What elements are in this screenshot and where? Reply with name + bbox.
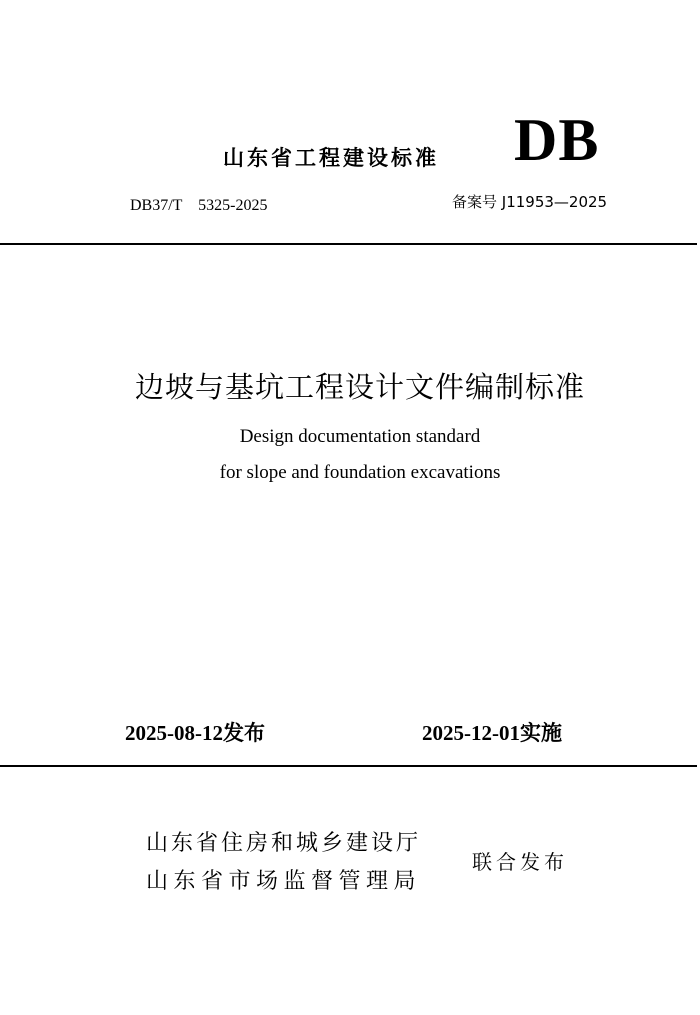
top-divider: [0, 243, 697, 245]
issuer-market-regulation-bureau: 山东省市场监督管理局: [146, 869, 422, 894]
implementation-date: 2025-12-01实施: [422, 721, 562, 745]
issue-date: 2025-08-12发布: [125, 721, 265, 745]
standard-number: DB37/T 5325-2025: [130, 197, 268, 214]
joint-issue-label: 联合发布: [472, 850, 568, 874]
english-title-line-2: for slope and foundation excavations: [219, 462, 501, 483]
chinese-title: 边坡与基坑工程设计文件编制标准: [134, 372, 585, 404]
standard-type-heading: 山东省工程建设标准: [223, 146, 439, 170]
english-title-line-1: Design documentation standard: [239, 426, 481, 447]
filing-number: 备案号 J11953—2025: [452, 193, 608, 211]
bottom-divider: [0, 765, 697, 767]
issuer-housing-department: 山东省住房和城乡建设厅: [146, 831, 422, 856]
db-logo: DB: [514, 107, 600, 173]
